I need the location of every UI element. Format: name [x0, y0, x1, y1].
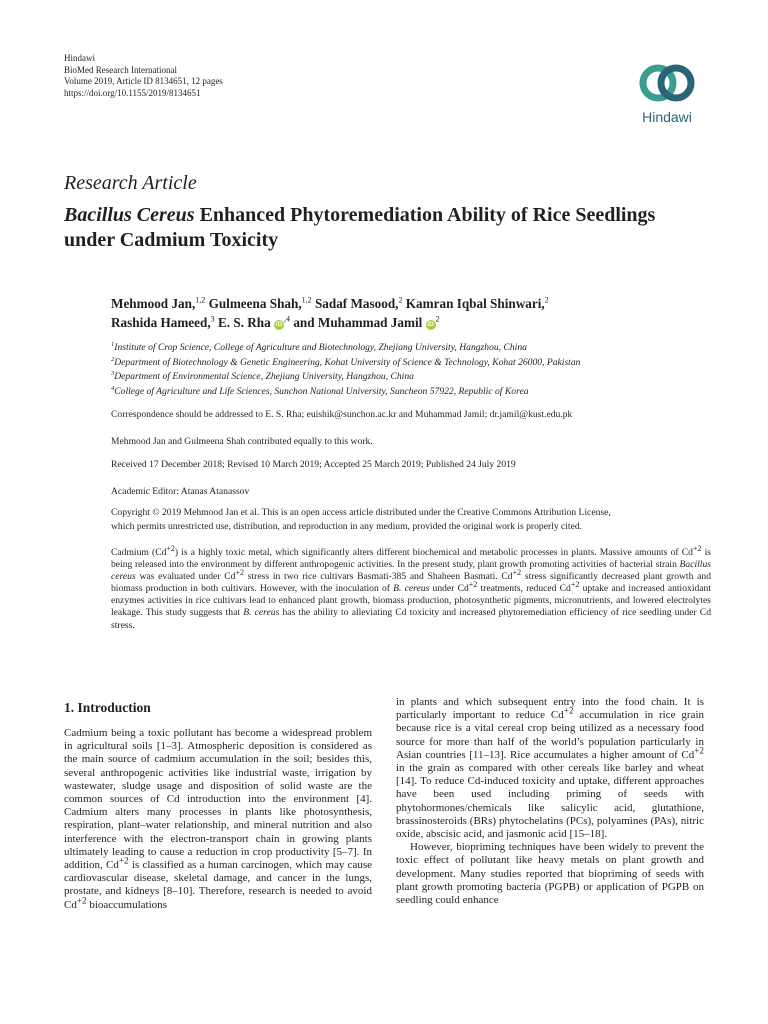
body-column-left — [64, 727, 372, 912]
species-name: B. cereus — [243, 607, 280, 619]
orcid-icon[interactable]: iD — [427, 321, 434, 328]
title-rest: Enhanced Phytoremediation Ability of Rice Seedlings under Cadmium Toxicity — [64, 204, 656, 251]
species-name: Bacillus cereus — [111, 559, 711, 583]
body-column-right — [396, 696, 704, 907]
affiliations — [111, 341, 711, 399]
copyright-line: Copyright © 2019 Mehmood Jan et al. This is an open access article distributed under the Creative Commons Attribution License, — [111, 507, 611, 518]
author-affiliation-ref: 3 — [210, 314, 215, 324]
affiliation-item: $^1$Institute of Crop Science, College of Agriculture and Biotechnology, Zhejiang University, Hangzhou, China — [111, 340, 527, 353]
body-paragraph: Cadmium being a toxic pollutant has become a widespread problem in agricultural soils [1–3]. Atmospheric deposition is considered as the main source of cadmium accumulation in the soil; besides this, several anthropogenic activities like industrial waste, irrigation by wastewater, sludge usage and disposition of solid waste are the common sources of Cd introduction into the environment [4]. Cadmium alters many processes in plants like photosynthesis, respiration, plant–water relationship, and mineral nutrition and also interference with the electron-transport chain in growing plants ultimately leading to cause a reduction in crop productivity [5–7]. In addition, $Cd^{+2}$ is classified as a human carcinogen, which may cause cardiovascular disease, skeletal damage, and cancer in the lungs, prostate, and kidneys [8–10]. Therefore, research is needed to avoid $Cd^{+2}$ bioaccumulations — [64, 727, 372, 911]
author-affiliation-ref: 1,2 — [301, 295, 312, 305]
affiliation-item: $^2$Department of Biotechnology & Genetic Engineering, Kohat University of Science & Technology, Kohat 26000, Pakistan — [111, 355, 581, 368]
author-affiliation-ref: 2 — [435, 314, 440, 324]
abstract: Cadmium $(Cd^{+2})$ is a highly toxic metal, which significantly alters different biochemical and metabolic processes in plants. Massive amounts of $Cd^{+2}$ is being released into the environment by different anthropogenic activities. In the present study, plant growth promoting activities of bacterial strain Bacillus cereus was evaluated under $Cd^{+2}$ stress in two rice cultivars Basmati-385 and Shaheen Basmati. $Cd^{+2}$ stress significantly decreased plant growth and biomass production in both cultivars. However, with the inoculation of B. cereus under $Cd^{+2}$ treatments, reduced $Cd^{+2}$ uptake and increased antioxidant enzymes activities in rice cultivars lead to enhanced plant growth, biomass production, photosynthetic pigments, micronutrients, and lowered electrolytes leakage. This study suggests that B. cereus has the ability to alleviating Cd toxicity and increased phytoremediation efficiency of rice seedling under Cd stress. — [111, 543, 712, 631]
author-name[interactable]: Kamran Iqbal Shinwari, — [405, 296, 545, 311]
publisher-name: Hindawi — [64, 53, 95, 63]
author-name[interactable]: Rashida Hameed, — [111, 315, 211, 330]
title-species: Bacillus Cereus — [64, 204, 195, 226]
body-paragraph: in plants and which subsequent entry into the food chain. It is particularly important to reduce $Cd^{+2}$ accumulation in rice grain because rice is a vital cereal crop being utilized as a necessary food source for more than half of the world’s population particularly in Asian countries [11–13]. Rice accumulates a higher amount of $Cd^{+2}$ in the grain as compared with other cereals like barley and wheat [14]. To reduce Cd-induced toxicity and uptake, different approaches have been used including priming of seeds with phytohormones/chemicals like salicylic acid, glutathione, brassinosteroids (BRs) phytochelatins (PCs), polyamines (PAs), nitric oxide, abscisic acid, and jasmonic acid [15–18]. — [396, 696, 704, 841]
doi-link[interactable]: https://doi.org/10.1155/2019/8134651 — [64, 87, 201, 98]
copyright-line: which permits unrestricted use, distribution, and reproduction in any medium, provided the original work is properly cited. — [111, 521, 583, 532]
correspondence: Correspondence should be addressed to E. S. Rha; euishik@sunchon.ac.kr and Muhammad Jamil; dr.jamil@kust.edu.pk — [111, 409, 573, 420]
hindawi-logo-text: Hindawi — [642, 109, 692, 125]
volume-info: Volume 2019, Article ID 8134651, 12 pages — [64, 76, 223, 87]
author-name[interactable]: and Muhammad Jamil — [293, 315, 423, 330]
publication-dates: Received 17 December 2018; Revised 10 March 2019; Accepted 25 March 2019; Published 24 July 2019 — [111, 459, 516, 470]
author-affiliation-ref: 1,2 — [195, 295, 206, 305]
author-name[interactable]: Sadaf Masood, — [314, 296, 399, 311]
author-name[interactable]: Mehmood Jan, — [111, 296, 196, 311]
article-type: Research Article — [64, 172, 197, 194]
affiliation-item: $^3$Department of Environmental Science, Zhejiang University, Hangzhou, China — [111, 369, 414, 382]
author-name[interactable]: Gulmeena Shah, — [208, 296, 302, 311]
author-list — [111, 294, 711, 332]
journal-metadata — [64, 53, 223, 99]
body-paragraph: However, biopriming techniques have been widely to prevent the toxic effect of pollutant like heavy metals on plant growth and development. Many studies reported that biopriming of seeds with plant growth promoting bacteria (PGPB) or application of PGPB on seedling could enhance — [396, 841, 704, 907]
author-name[interactable]: E. S. Rha — [217, 315, 271, 330]
author-affiliation-ref: 2 — [398, 295, 403, 305]
journal-name: BioMed Research International — [64, 64, 177, 75]
species-name: B. cereus — [393, 583, 430, 595]
orcid-icon[interactable]: iD — [275, 321, 283, 328]
author-affiliation-ref: ,4 — [284, 314, 291, 324]
equal-contribution-note: Mehmood Jan and Gulmeena Shah contributed equally to this work. — [111, 436, 373, 447]
affiliation-item: $^4$College of Agriculture and Life Sciences, Sunchon National University, Suncheon 57922, Republic of Korea — [111, 384, 529, 397]
section-heading: 1. Introduction — [64, 700, 151, 715]
article-title — [64, 203, 704, 253]
author-affiliation-ref: 2 — [544, 295, 549, 305]
academic-editor: Academic Editor: Atanas Atanassov — [111, 486, 250, 497]
